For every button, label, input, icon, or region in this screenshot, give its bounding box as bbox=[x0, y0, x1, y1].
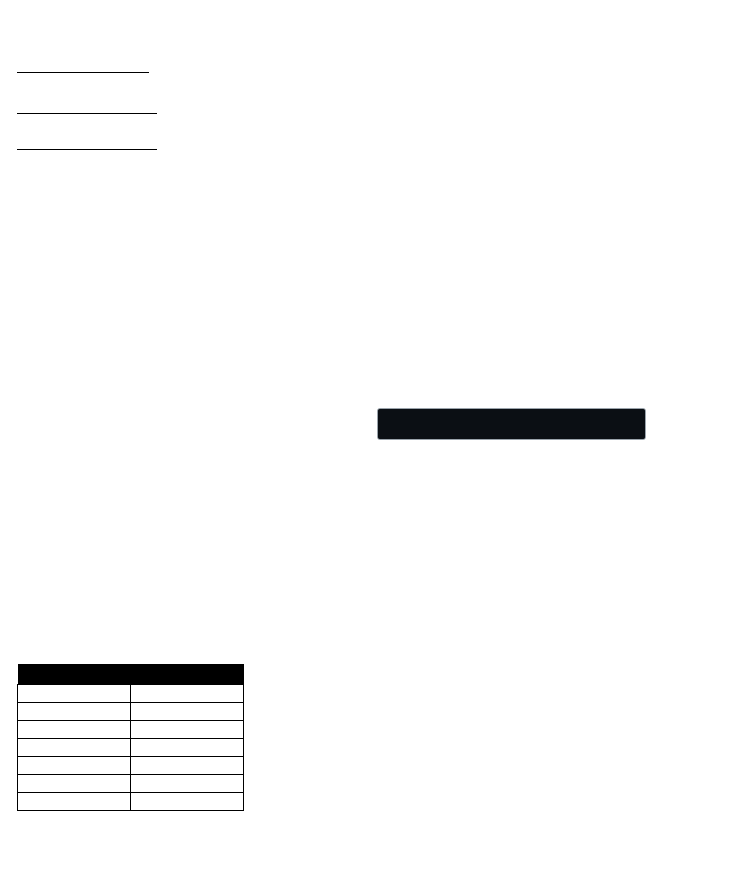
axis-tooltip bbox=[377, 408, 646, 440]
